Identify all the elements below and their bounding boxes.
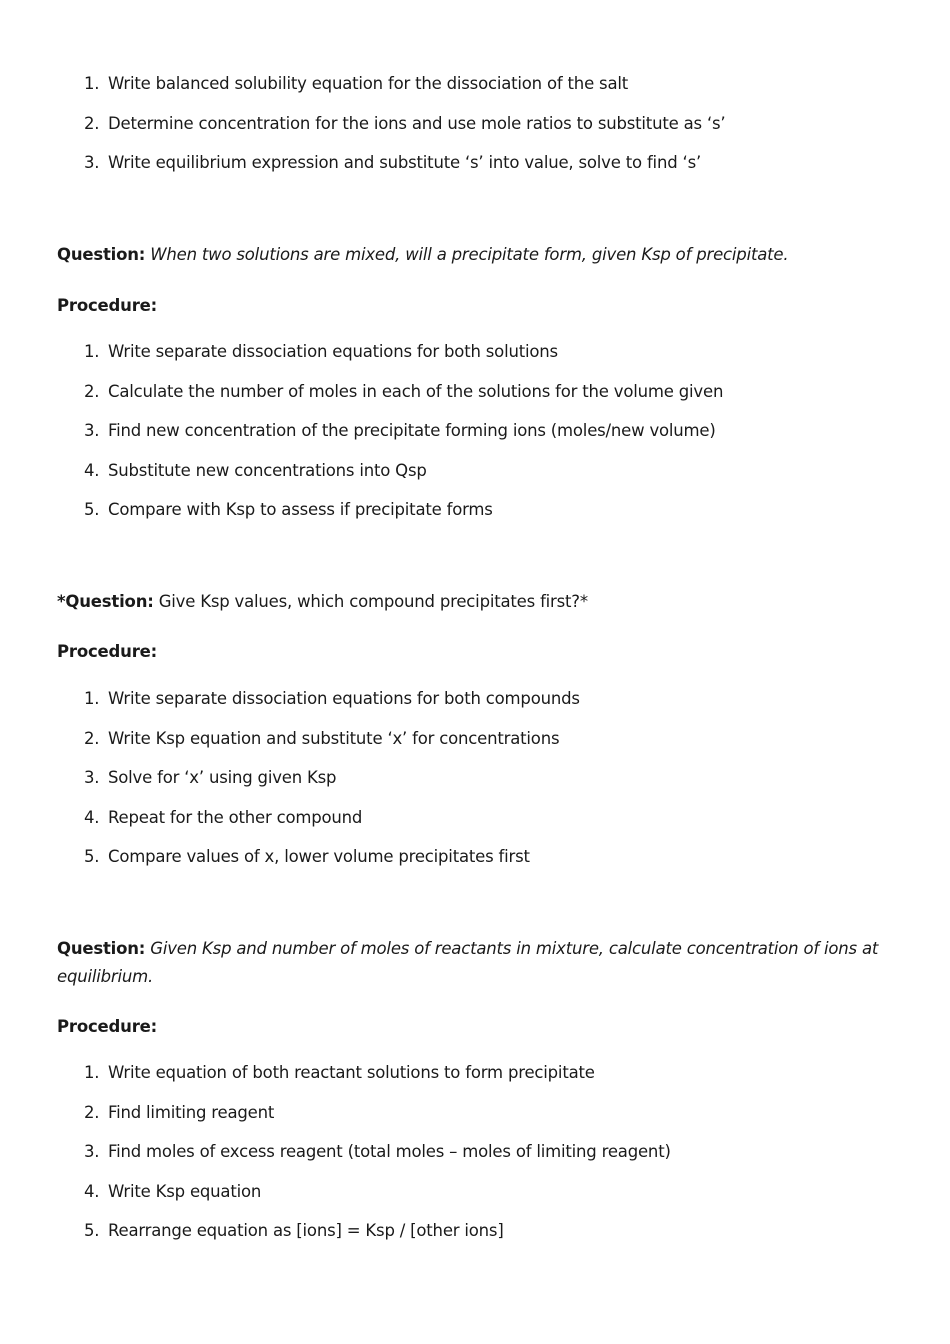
list-item (84, 846, 580, 886)
list-item (84, 1220, 671, 1260)
question-3 (57, 588, 887, 616)
step-text: Compare values of x, lower volume precipitates first (108, 847, 530, 867)
step-number: 1. (84, 689, 100, 708)
step-text: Write Ksp equation (108, 1181, 262, 1201)
step-text: Repeat for the other compound (108, 807, 363, 827)
step-text: Calculate the number of moles in each of the solutions for the volume given (108, 381, 724, 401)
step-number: 2. (84, 1102, 100, 1122)
list-item (84, 1102, 671, 1142)
step-text: Determine concentration for the ions and use mole ratios to substitute as ‘s’ (108, 113, 726, 133)
step-number: 1. (84, 1063, 100, 1082)
list-item (84, 152, 725, 192)
steps-list-3 (84, 688, 580, 886)
list-item (84, 1181, 671, 1221)
step-number: 2. (84, 113, 100, 133)
step-number: 3. (84, 1142, 100, 1162)
procedure-heading: Procedure: (57, 642, 158, 661)
step-number: 3. (84, 153, 100, 173)
question-text: Given Ksp and number of moles of reactants in mixture, calculate concentration of ions at equilibrium. (57, 939, 879, 986)
step-text: Substitute new concentrations into Qsp (108, 460, 427, 480)
step-text: Write separate dissociation equations for both compounds (108, 689, 580, 708)
list-item (84, 728, 580, 768)
step-number: 4. (84, 1181, 100, 1201)
step-text: Write separate dissociation equations for both solutions (108, 342, 558, 361)
steps-list-1 (84, 73, 725, 192)
question-label: Question: (57, 939, 146, 958)
step-number: 1. (84, 342, 100, 361)
step-text: Solve for ‘x’ using given Ksp (108, 768, 337, 788)
step-number: 1. (84, 74, 100, 93)
step-number: 3. (84, 421, 100, 441)
steps-list-2 (84, 341, 723, 539)
list-item (84, 341, 723, 381)
question-label: Question: (57, 245, 146, 264)
list-item (84, 460, 723, 500)
list-item (84, 688, 580, 728)
list-item (84, 767, 580, 807)
steps-list-4 (84, 1062, 671, 1260)
step-number: 4. (84, 460, 100, 480)
question-text: Give Ksp values, which compound precipitates first?* (158, 592, 588, 611)
step-text: Write balanced solubility equation for the dissociation of the salt (108, 74, 629, 93)
question-text: When two solutions are mixed, will a precipitate form, given Ksp of precipitate. (150, 245, 789, 264)
step-text: Find limiting reagent (108, 1102, 275, 1122)
step-number: 5. (84, 847, 100, 867)
list-item (84, 807, 580, 847)
step-text: Rearrange equation as [ions] = Ksp / [other ions] (108, 1221, 504, 1241)
step-number: 5. (84, 1221, 100, 1241)
step-text: Find new concentration of the precipitate forming ions (moles/new volume) (108, 421, 716, 441)
question-label: *Question: (57, 592, 154, 611)
step-number: 3. (84, 768, 100, 788)
step-text: Write equation of both reactant solutions to form precipitate (108, 1063, 595, 1082)
step-number: 4. (84, 807, 100, 827)
step-number: 2. (84, 381, 100, 401)
list-item (84, 499, 723, 539)
list-item (84, 1141, 671, 1181)
list-item (84, 113, 725, 153)
list-item (84, 420, 723, 460)
procedure-heading: Procedure: (57, 1017, 158, 1036)
step-text: Compare with Ksp to assess if precipitate forms (108, 500, 493, 520)
question-2 (57, 241, 887, 269)
step-text: Write equilibrium expression and substitute ‘s’ into value, solve to find ‘s’ (108, 153, 702, 173)
list-item (84, 381, 723, 421)
procedure-heading: Procedure: (57, 296, 158, 315)
list-item (84, 73, 725, 113)
step-number: 5. (84, 500, 100, 520)
step-number: 2. (84, 728, 100, 748)
list-item (84, 1062, 671, 1102)
step-text: Find moles of excess reagent (total moles – moles of limiting reagent) (108, 1142, 671, 1162)
question-4 (57, 935, 887, 991)
step-text: Write Ksp equation and substitute ‘x’ for concentrations (108, 728, 560, 748)
